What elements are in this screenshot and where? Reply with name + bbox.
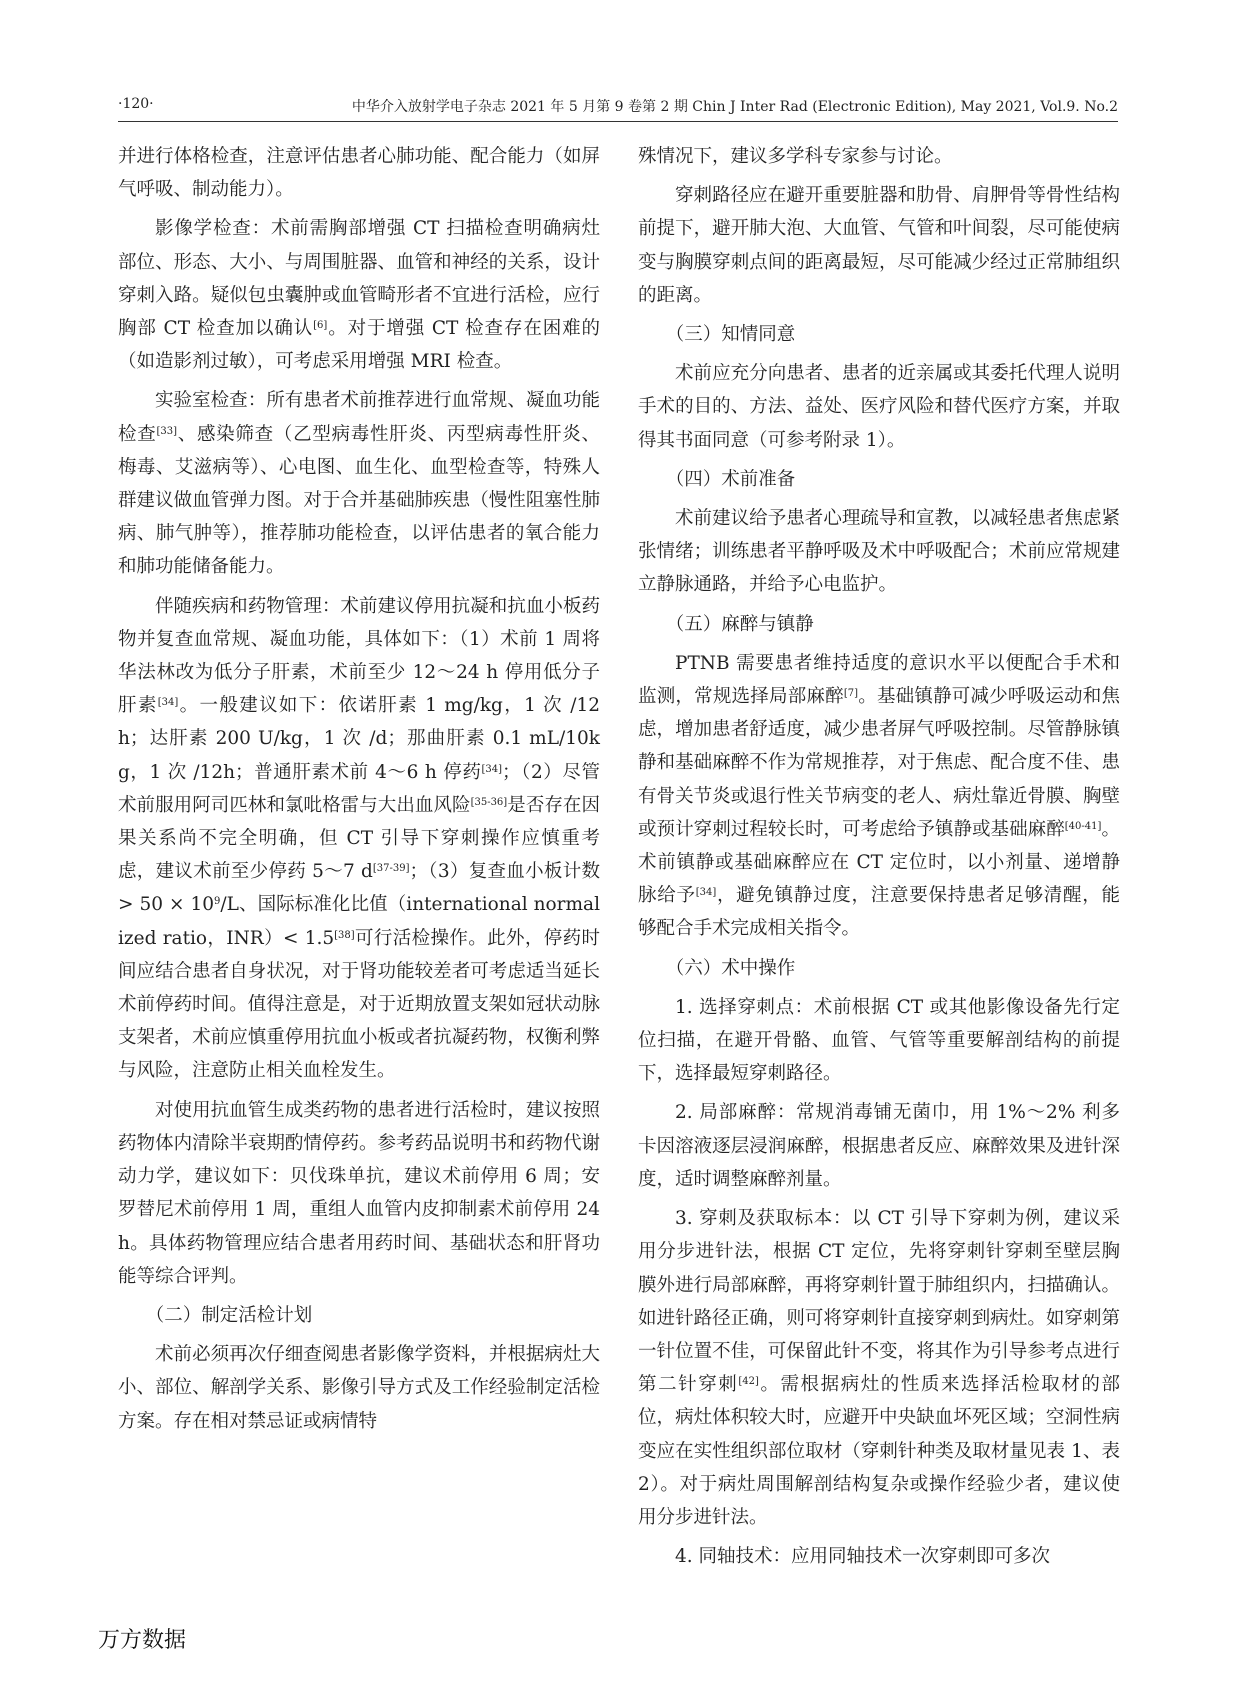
paragraph: 穿刺路径应在避开重要脏器和肋骨、肩胛骨等骨性结构前提下，避开肺大泡、大血管、气管和叶间裂，尽可能使病变与胸膜穿刺点间的距离最短，尽可能减少经过正常肺组织的距离。 — [638, 185, 1120, 306]
paragraph: 影像学检查：术前需胸部增强 CT 扫描检查明确病灶部位、形态、大小、与周围脏器、血管和神经的关系，设计穿刺入路。疑似包虫囊肿或血管畸形者不宜进行活检，应行胸部 CT 检查加以确认[6]。对于增强 CT 检查存在困难的（如造影剂过敏），可考虑采用增强 MRI 检查。 — [118, 218, 600, 373]
paragraph: PTNB 需要患者维持适度的意识水平以便配合手术和监测，常规选择局部麻醉[7]。基础镇静可减少呼吸运动和焦虑，增加患者舒适度，减少患者屏气呼吸控制。尽管静脉镇静和基础麻醉不作为常规推荐，对于焦虑、配合度不佳、患有骨关节炎或退行性关节病变的老人、病灶靠近骨膜、胸壁或预计穿刺过程较长时，可考虑给予镇静或基础麻醉[40-41]。术前镇静或基础麻醉应在 CT 定位时，以小剂量、递增静脉给予[34]，避免镇静过度，注意要保持患者足够清醒，能够配合手术完成相关指令。 — [638, 652, 1120, 940]
paragraph: 1. 选择穿刺点：术前根据 CT 或其他影像设备先行定位扫描，在避开骨骼、血管、气管等重要解剖结构的前提下，选择最短穿刺路径。 — [638, 996, 1120, 1085]
citation-ref: [34] — [157, 697, 179, 709]
page-number: ·120· — [118, 96, 154, 112]
paragraph: 术前必须再次仔细查阅患者影像学资料，并根据病灶大小、部位、解剖学关系、影像引导方式及工作经验制定活检方案。存在相对禁忌证或病情特 — [118, 1344, 600, 1432]
citation-ref: [40-41] — [1064, 820, 1102, 832]
section-heading: （三）知情同意 — [665, 324, 796, 346]
paragraph: 实验室检查：所有患者术前推荐进行血常规、凝血功能检查[33]、感染筛查（乙型病毒性肝炎、丙型病毒性肝炎、梅毒、艾滋病等）、心电图、血生化、血型检查等，特殊人群建议做血管弹力图。对于合并基础肺疾患（慢性阻塞性肺病、肺气肿等），推荐肺功能检查，以评估患者的氧合能力和肺功能储备能力。 — [118, 390, 600, 578]
paragraph: 术前应充分向患者、患者的近亲属或其委托代理人说明手术的目的、方法、益处、医疗风险和替代医疗方案，并取得其书面同意（可参考附录 1）。 — [638, 363, 1120, 451]
section-heading: （二）制定活检计划 — [145, 1304, 313, 1326]
paragraph: 并进行体格检查，注意评估患者心肺功能、配合能力（如屏气呼吸、制动能力）。 — [118, 146, 600, 201]
paragraph: 3. 穿刺及获取标本：以 CT 引导下穿刺为例，建议采用分步进针法，根据 CT 定位，先将穿刺针穿刺至壁层胸膜外进行局部麻醉，再将穿刺针置于肺组织内，扫描确认。如进针路径正确，则可将穿刺针直接穿刺到病灶。如穿刺第一针位置不佳，可保留此针不变，将其作为引导参考点进行第二针穿刺[42]。需根据病灶的性质来选择活检取材的部位，病灶体积较大时，应避开中央缺血坏死区域；空洞性病变应在实性组织部位取材（穿刺针种类及取材量见表 1、表 2）。对于病灶周围解剖结构复杂或操作经验少者，建议使用分步进针法。 — [638, 1208, 1120, 1528]
paragraph: 4. 同轴技术：应用同轴技术一次穿刺即可多次 — [675, 1546, 1051, 1568]
section-heading: （四）术前准备 — [665, 468, 796, 490]
left-column — [118, 140, 600, 1444]
citation-ref: [34] — [695, 887, 717, 899]
citation-ref: [37-39] — [372, 863, 410, 875]
journal-citation: 中华介入放射学电子杂志 2021 年 5 月第 9 卷第 2 期 Chin J Inter Rad (Electronic Edition), May 2021, Vol.9. No.2 — [351, 99, 1118, 115]
paragraph: 术前建议给予患者心理疏导和宣教，以减轻患者焦虑紧张情绪；训练患者平静呼吸及术中呼吸配合；术前应常规建立静脉通路，并给予心电监护。 — [638, 508, 1120, 596]
paragraph: 殊情况下，建议多学科专家参与讨论。 — [638, 146, 953, 167]
header-rule — [118, 121, 1118, 122]
paragraph: 伴随疾病和药物管理：术前建议停用抗凝和抗血小板药物并复查血常规、凝血功能，具体如下：（1）术前 1 周将华法林改为低分子肝素，术前至少 12～24 h 停用低分子肝素[34]。一般建议如下：依诺肝素 1 mg/kg，1 次 /12h；达肝素 200 U/kg，1 次 /d；那曲肝素 0.1 mL/10kg，1 次 /12h；普通肝素术前 4～6 h 停药[34]；（2）尽管术前服用阿司匹林和氯吡格雷与大出血风险[35-36]是否存在因果关系尚不完全明确，但 CT 引导下穿刺操作应慎重考虑，建议术前至少停药 5～7 d[37-39]；（3）复查血小板计数 > $50 \times 10^9/L$、国际标准化比值（international normalized ratio，INR）< 1.5[38]可行活检操作。此外，停药时间应结合患者自身状况，对于肾功能较差者可考虑适当延长术前停药时间。值得注意是，对于近期放置支架如冠状动脉支架者，术前应慎重停用抗血小板或者抗凝药物，权衡利弊与风险，注意防止相关血栓发生。 — [118, 595, 600, 1082]
section-heading: （六）术中操作 — [665, 957, 796, 979]
right-column — [638, 140, 1120, 1579]
superscript: 9 — [214, 896, 221, 908]
citation-ref: [33] — [156, 425, 177, 437]
citation-ref: [6] — [313, 320, 328, 332]
paragraph: 对使用抗血管生成类药物的患者进行活检时，建议按照药物体内清除半衰期酌情停药。参考药品说明书和药物代谢动力学，建议如下：贝伐珠单抗，建议术前停用 6 周；安罗替尼术前停用 1 周，重组人血管内皮抑制素术前停用 24 h。具体药物管理应结合患者用药时间、基础状态和肝肾功能等综合评判。 — [118, 1099, 600, 1287]
citation-ref: [34] — [481, 763, 502, 775]
citation-ref: [38] — [334, 929, 355, 941]
watermark-footer: 万方数据 — [98, 1628, 187, 1653]
citation-ref: [35-36] — [470, 796, 508, 808]
running-header — [118, 96, 1118, 120]
citation-ref: [42] — [738, 1376, 759, 1388]
paragraph: 2. 局部麻醉：常规消毒铺无菌巾，用 1%～2% 利多卡因溶液逐层浸润麻醉，根据患者反应、麻醉效果及进针深度，适时调整麻醉剂量。 — [638, 1102, 1120, 1190]
section-heading: （五）麻醉与镇静 — [665, 613, 814, 635]
citation-ref: [7] — [843, 688, 859, 700]
